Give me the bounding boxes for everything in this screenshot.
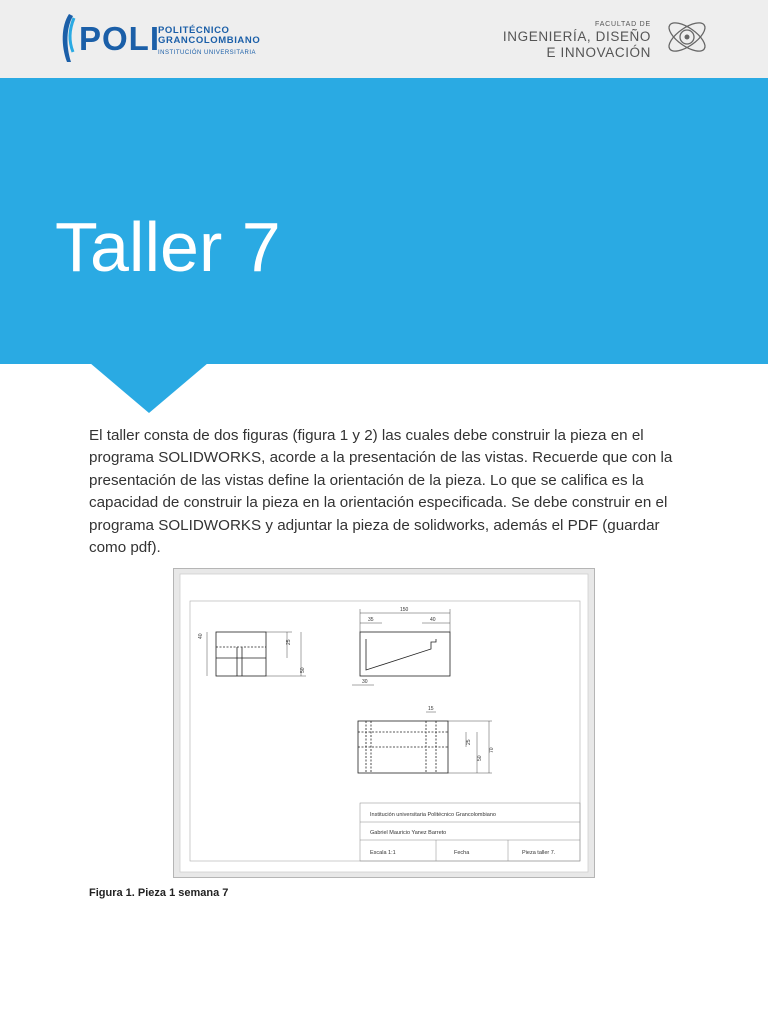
faculty-label	[503, 20, 651, 61]
title-block-part: Pieza taller 7.	[522, 850, 556, 856]
logo-subtitle	[158, 26, 260, 58]
title-block-date: Fecha	[454, 850, 470, 856]
title-block-institution: Institución universitaria Politécnico Grancolombiano	[370, 812, 496, 818]
banner-arrow	[90, 363, 208, 413]
faculty-line1: FACULTAD DE	[595, 21, 651, 28]
dim-front-right-2: 50	[477, 755, 483, 761]
dim-side-bottom: 30	[362, 679, 368, 685]
title-block-author: Gabriel Mauricio Yanez Barreto	[370, 830, 447, 836]
page-header	[0, 0, 768, 78]
logo-line2: GRANCOLOMBIANO	[158, 35, 261, 46]
dim-top-overall: 150	[400, 607, 409, 613]
title-block-scale: Escala 1:1	[370, 850, 396, 856]
dim-front-right-3: 70	[489, 747, 495, 753]
instructions-paragraph: El taller consta de dos figuras (figura 1 y 2) las cuales debe construir la pieza en el programa SOLIDWORKS, acorde a la presentación de las vistas. Recuerde que con la presentación de las vistas define la orientación de la pieza. Lo que se califica es la capacidad de construir la pieza en la orientación especificada. Se debe construir en el programa SOLIDWORKS y adjuntar la pieza de solidworks, además el PDF (guardar como pdf).	[89, 427, 673, 557]
faculty-line3: E INNOVACIÓN	[546, 45, 651, 60]
dim-left-view-height-1: 25	[286, 639, 292, 645]
logo-line1: POLITÉCNICO	[158, 25, 230, 36]
dim-left-view-side: 40	[198, 633, 204, 639]
dim-front-right-1: 25	[466, 739, 472, 745]
logo-line3: INSTITUCIÓN UNIVERSITARIA	[158, 50, 257, 56]
dim-left-view-height-2: 50	[300, 667, 306, 673]
atom-icon	[664, 14, 710, 60]
dim-top-right: 40	[430, 617, 436, 623]
faculty-line2: INGENIERÍA, DISEÑO	[502, 29, 651, 44]
figure-caption: Figura 1. Pieza 1 semana 7	[89, 887, 229, 899]
dim-front-top: 15	[428, 706, 434, 712]
logo-word: POLI	[79, 20, 161, 57]
figure-drawing	[173, 568, 595, 878]
poli-mark-icon	[55, 12, 81, 64]
technical-drawing	[174, 569, 594, 877]
dim-top-left: 35	[368, 617, 374, 623]
poli-logo	[55, 12, 285, 64]
page-title: Taller 7	[55, 208, 281, 286]
